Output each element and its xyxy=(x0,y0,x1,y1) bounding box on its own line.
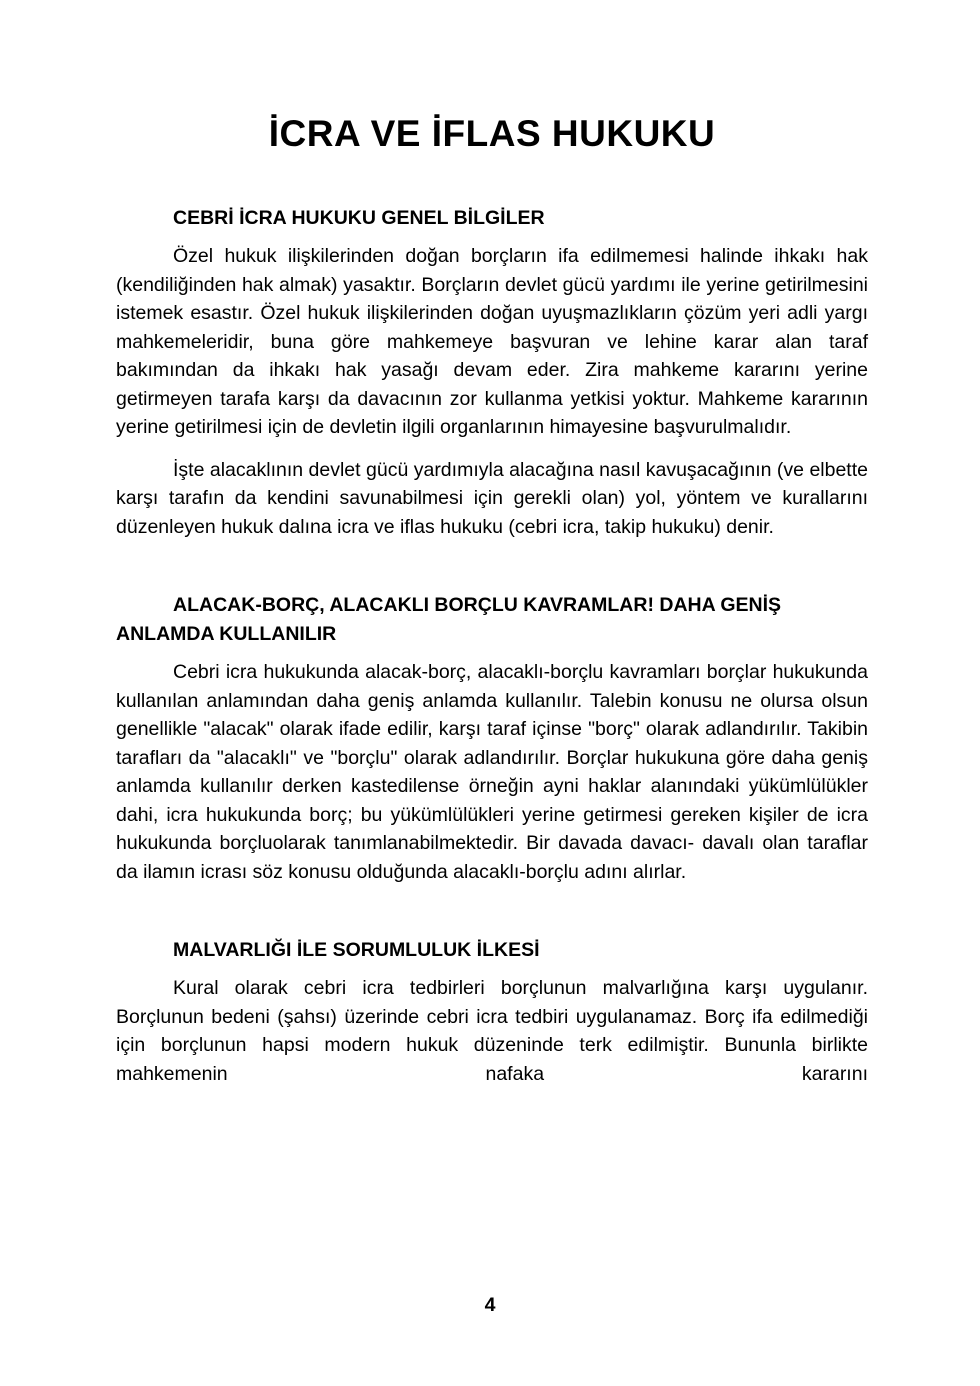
paragraph: İşte alacaklının devlet gücü yardımıyla alacağına nasıl kavuşacağının (ve elbette karşı tarafın da kendini savunabilmesi için gerekli olan) yol, yöntem ve kurallarını düzenleyen hukuk dalına icra ve iflas hukuku (cebri icra, takip hukuku) denir. xyxy=(116,458,868,538)
section-cebri-icra xyxy=(116,204,868,541)
section-heading: CEBRİ İCRA HUKUKU GENEL BİLGİLER xyxy=(173,207,545,229)
section-heading: ALACAK-BORÇ, ALACAKLI BORÇLU KAVRAMLAR! DAHA GENİŞ ANLAMDA KULLANILIR xyxy=(116,594,782,645)
paragraph: Özel hukuk ilişkilerinden doğan borçların ifa edilmemesi halinde ihkakı hak (kendiliğinden hak almak) yasaktır. Borçların devlet gücü yardımı ile yerine getirilmesini istemek esastır. Özel hukuk ilişkilerinden doğan uyuşmazlıkların çözüm yeri adli yargı mahkemeleridir, buna göre mahkemeye başvuran ve lehine karar alan taraf bakımından da ihkakı hak yasağı devam eder. Zira mahkeme kararını yerine getirmeyen tarafa karşı da davacının zor kullanma yetkisi yoktur. Mahkeme kararının yerine getirilmesi için de devletin ilgili organlarının himayesine başvurulmalıdır. xyxy=(116,245,868,438)
section-malvarligi xyxy=(116,936,868,1088)
section-alacak-borc xyxy=(116,591,868,886)
page-number: 4 xyxy=(484,1294,496,1316)
paragraph: Cebri icra hukukunda alacak-borç, alacaklı-borçlu kavramları borçlar hukukunda kullanılan anlamından daha geniş anlamda kullanılır. Talebin konusu ne olursa olsun genellikle "alacak" olarak ifade edilir, karşı taraf içinse "borç" olarak adlandırılır. Takibin tarafları da "alacaklı" ve "borçlu" olarak adlandırılır. Borçlar hukukuna göre daha geniş anlamda kullanılır derken kastedilense örneğin ayni haklar alanındaki yükümlülükler dahi, icra hukukunda borç; bu yükümlülükleri yerine getirmesi gereken kişiler de icra hukukunda borçluolarak tanımlanabilmektedir. Bir davada davacı- davalı olan taraflar da ilamın icrası söz konusu olduğunda alacaklı-borçlu adını alırlar. xyxy=(116,661,868,883)
paragraph: Kural olarak cebri icra tedbirleri borçlunun malvarlığına karşı uygulanır. Borçlunun bedeni (şahsı) üzerinde cebri icra tedbiri uygulanamaz. Borç ifa edilmediği için borçlunun hapsi modern hukuk düzeninde terk edilmiştir. Bununla birlikte mahkemenin nafaka kararını xyxy=(116,977,868,1085)
section-heading: MALVARLIĞI İLE SORUMLULUK İLKESİ xyxy=(173,939,540,961)
page-title: İCRA VE İFLAS HUKUKU xyxy=(268,113,716,154)
